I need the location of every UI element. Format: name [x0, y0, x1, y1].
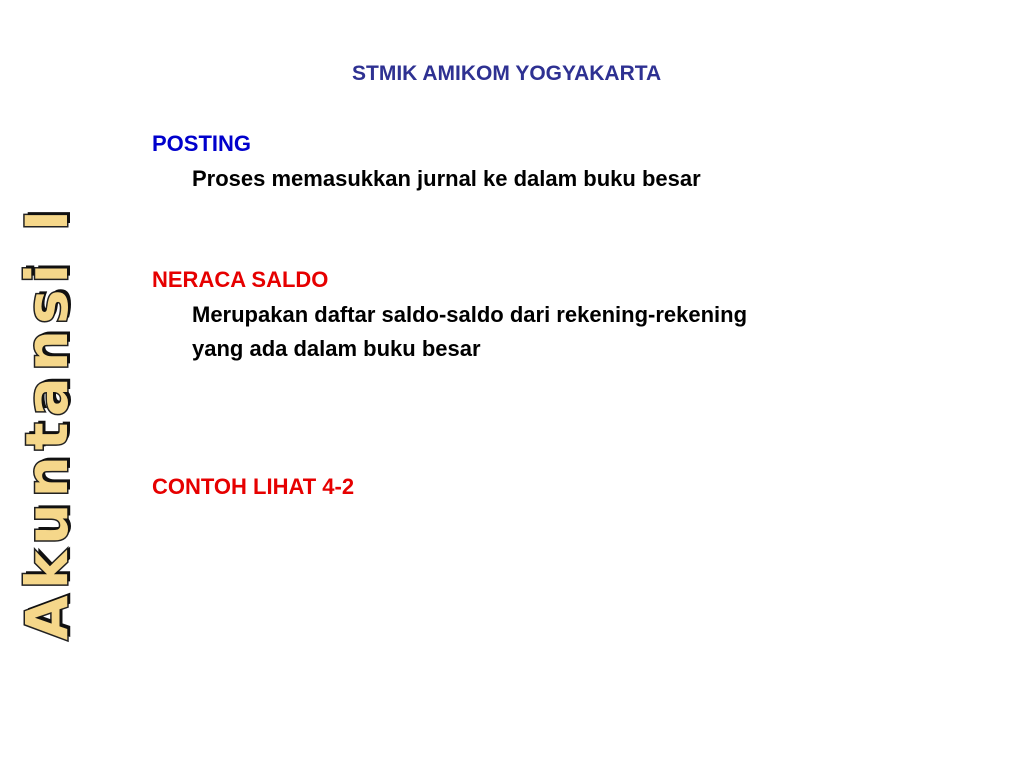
definition-line: yang ada dalam buku besar — [192, 336, 481, 361]
definition-line: Proses memasukkan jurnal ke dalam buku besar — [192, 166, 701, 191]
example-reference: CONTOH LIHAT 4-2 — [152, 474, 355, 499]
term-posting: POSTING — [152, 131, 252, 156]
slide-header: STMIK AMIKOM YOGYAKARTA — [352, 62, 662, 85]
side-banner-text: Akuntansi I — [13, 203, 81, 641]
definition-neraca-saldo — [192, 298, 747, 366]
definition-line: Merupakan daftar saldo-saldo dari rekening-rekening — [192, 302, 748, 327]
definition-posting — [192, 162, 701, 196]
term-neraca-saldo: NERACA SALDO — [152, 267, 329, 292]
side-banner — [0, 0, 100, 768]
